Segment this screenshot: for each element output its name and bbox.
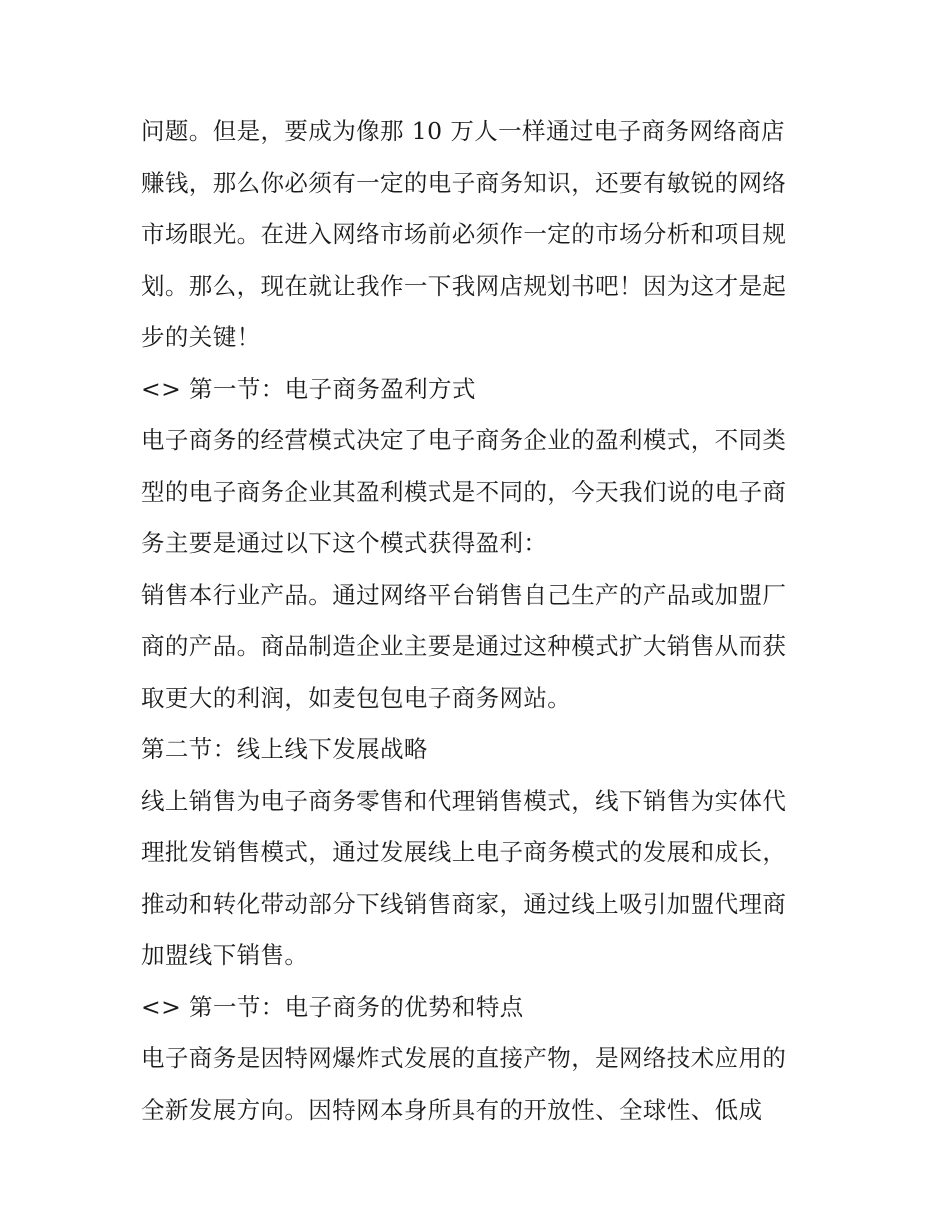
- text-line: 理批发销售模式，通过发展线上电子商务模式的发展和成长，: [141, 838, 787, 866]
- text-line: 全新发展方向。因特网本身所具有的开放性、全球性、低成: [141, 1095, 763, 1124]
- text-line: 型的电子商务企业其盈利模式是不同的，今天我们说的电子商: [141, 477, 787, 506]
- text-line: 销售本行业产品。通过网络平台销售自己生产的产品或加盟厂: [141, 580, 787, 609]
- text-line: 务主要是通过以下这个模式获得盈利：: [141, 529, 548, 557]
- text-line: 赚钱，那么你必须有一定的电子商务知识，还要有敏锐的网络: [141, 168, 787, 197]
- text-line: 电子商务是因特网爆炸式发展的直接产物，是网络技术应用的: [141, 1044, 787, 1072]
- text-line: 问题。但是，要成为像那 10 万人一样通过电子商务网络商店: [141, 117, 785, 145]
- paragraph-3: [141, 570, 821, 725]
- text-line: 商的产品。商品制造企业主要是通过这种模式扩大销售从而获: [141, 632, 787, 660]
- section-heading-profit-model: <> 第一节：电子商务盈利方式: [141, 374, 476, 403]
- section-heading-advantages: <> 第一节：电子商务的优势和特点: [141, 992, 524, 1021]
- text-line: 电子商务的经营模式决定了电子商务企业的盈利模式，不同类: [141, 426, 787, 454]
- paragraph-1: [141, 106, 821, 364]
- document-body: [141, 106, 821, 1136]
- text-line: 步的关键！: [141, 323, 261, 351]
- paragraph-4: [141, 776, 821, 982]
- text-line: 划。那么，现在就让我作一下我网店规划书吧！因为这才是起: [141, 271, 787, 300]
- section-heading-online-offline: 第二节：线上线下发展战略: [141, 735, 428, 763]
- text-line: 线上销售为电子商务零售和代理销售模式，线下销售为实体代: [141, 786, 787, 815]
- paragraph-2: [141, 415, 821, 570]
- text-line: 推动和转化带动部分下线销售商家，通过线上吸引加盟代理商: [141, 889, 787, 918]
- text-line: 取更大的利润，如麦包包电子商务网站。: [141, 683, 572, 712]
- text-line: 市场眼光。在进入网络市场前必须作一定的市场分析和项目规: [141, 220, 787, 248]
- paragraph-5: [141, 1033, 821, 1136]
- text-line: 加盟线下销售。: [141, 941, 309, 969]
